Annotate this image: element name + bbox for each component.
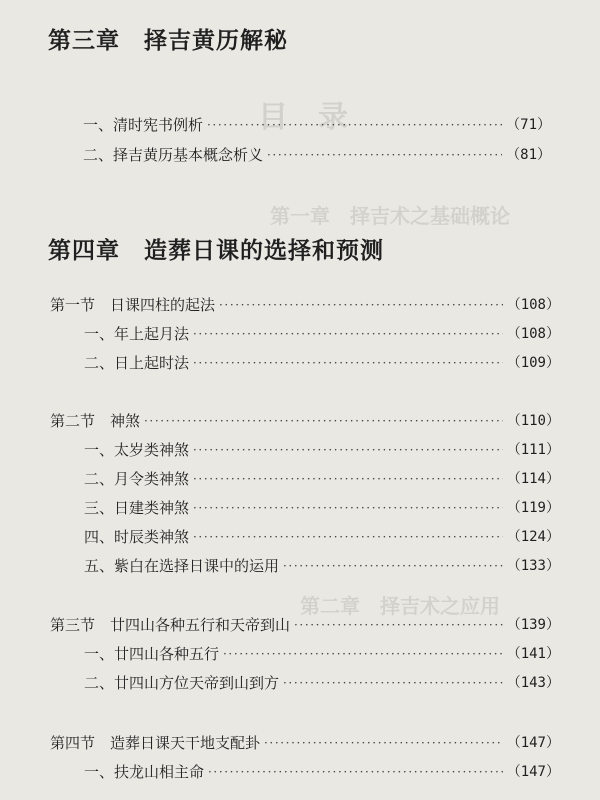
toc-entry-page: （124） [506,529,560,545]
toc-entry-label: 一、清时宪书例析 [83,116,204,134]
leader-dots [193,328,503,340]
toc-section-label: 第一节 日课四柱的起法 [50,296,216,314]
leader-dots [207,119,502,131]
toc-entry[interactable] [84,528,560,546]
toc-entry-page: （141） [506,646,560,662]
toc-entry[interactable] [84,325,560,343]
leader-dots [283,677,503,689]
toc-entry[interactable] [83,146,551,164]
leader-dots [219,299,503,311]
toc-section[interactable] [50,296,560,314]
leader-dots [193,531,503,543]
bleed-through-decoration: 第二章 择吉术之应用 [300,594,500,618]
chapter-3-title: 第三章 择吉黄历解秘 [48,28,288,54]
toc-entry-label: 二、择吉黄历基本概念析义 [83,146,264,164]
toc-entry[interactable] [84,557,560,575]
toc-entry[interactable] [84,441,560,459]
toc-section-page: （108） [506,297,560,313]
bleed-through-decoration: 第一章 择吉术之基础概论 [270,204,510,228]
leader-dots [264,737,503,749]
toc-entry-page: （81） [506,147,551,163]
toc-entry-page: （114） [506,471,560,487]
toc-entry-label: 一、扶龙山相主命 [84,763,205,781]
toc-entry[interactable] [84,470,560,488]
toc-section[interactable] [50,616,560,634]
toc-entry-page: （111） [506,442,560,458]
toc-entry-label: 二、廿四山方位天帝到山到方 [84,674,280,692]
toc-section-label: 第二节 神煞 [50,412,141,430]
toc-entry-label: 五、紫白在选择日课中的运用 [84,557,280,575]
toc-entry[interactable] [84,354,560,372]
leader-dots [193,444,503,456]
leader-dots [144,415,503,427]
toc-entry-page: （147） [506,764,560,780]
toc-section-page: （147） [506,735,560,751]
toc-section-label: 第四节 造葬日课天干地支配卦 [50,734,261,752]
toc-section-page: （139） [506,617,560,633]
toc-entry-label: 二、月令类神煞 [84,470,190,488]
leader-dots [208,766,503,778]
toc-entry-page: （119） [506,500,560,516]
toc-section[interactable] [50,412,560,430]
toc-entry-page: （143） [506,675,560,691]
toc-entry-page: （109） [506,355,560,371]
leader-dots [193,357,503,369]
toc-entry[interactable] [84,763,560,781]
toc-section-label: 第三节 廿四山各种五行和天帝到山 [50,616,291,634]
leader-dots [193,473,503,485]
toc-entry-label: 二、日上起时法 [84,354,190,372]
leader-dots [193,502,503,514]
toc-section-page: （110） [506,413,560,429]
toc-section[interactable] [50,734,560,752]
bleed-through-decoration: 目 录 [258,100,348,135]
leader-dots [294,619,503,631]
toc-entry[interactable] [83,116,551,134]
toc-entry-label: 一、年上起月法 [84,325,190,343]
toc-entry[interactable] [84,645,560,663]
chapter-4-title: 第四章 造葬日课的选择和预测 [48,238,384,264]
toc-entry-page: （108） [506,326,560,342]
toc-entry-label: 一、廿四山各种五行 [84,645,220,663]
leader-dots [223,648,503,660]
toc-entry-page: （71） [506,117,551,133]
toc-entry[interactable] [84,499,560,517]
leader-dots [267,149,502,161]
toc-entry-label: 一、太岁类神煞 [84,441,190,459]
toc-entry[interactable] [84,674,560,692]
leader-dots [283,560,503,572]
toc-entry-label: 三、日建类神煞 [84,499,190,517]
toc-entry-label: 四、时辰类神煞 [84,528,190,546]
toc-entry-page: （133） [506,558,560,574]
